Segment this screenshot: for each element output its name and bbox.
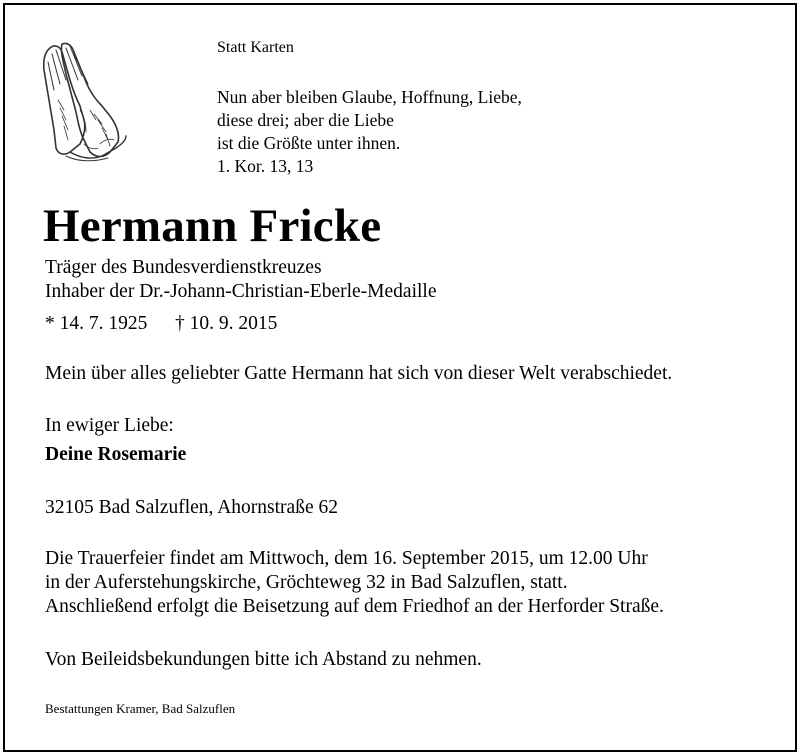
honor-line-2: Inhaber der Dr.-Johann-Christian-Eberle-Medaille — [45, 281, 437, 302]
message: Mein über alles geliebter Gatte Hermann hat sich von dieser Welt verabschiedet. — [45, 363, 673, 384]
verse-reference: 1. Kor. 13, 13 — [217, 156, 314, 176]
funeral-line-1: Die Trauerfeier findet am Mittwoch, dem 16. September 2015, um 12.00 Uhr — [45, 548, 648, 569]
birth-date: * 14. 7. 1925 — [45, 313, 148, 334]
praying-hands-icon — [40, 40, 130, 162]
deceased-name: Hermann Fricke — [43, 200, 382, 252]
honor-line-1: Träger des Bundesverdienstkreuzes — [45, 257, 322, 278]
love-line: In ewiger Liebe: — [45, 415, 174, 436]
verse-line-2: diese drei; aber die Liebe — [217, 110, 394, 130]
condolence-note: Von Beileidsbekundungen bitte ich Abstand zu nehmen. — [45, 649, 482, 670]
funeral-home: Bestattungen Kramer, Bad Salzuflen — [45, 701, 236, 716]
funeral-line-3: Anschließend erfolgt die Beisetzung auf dem Friedhof an der Herforder Straße. — [45, 596, 664, 617]
verse-line-1: Nun aber bleiben Glaube, Hoffnung, Liebe, — [217, 87, 522, 107]
signer-name: Deine Rosemarie — [45, 444, 187, 465]
verse-line-3: ist die Größte unter ihnen. — [217, 133, 401, 153]
death-date: † 10. 9. 2015 — [175, 313, 278, 334]
funeral-line-2: in der Auferstehungskirche, Gröchteweg 32 in Bad Salzuflen, statt. — [45, 572, 568, 593]
statt-karten: Statt Karten — [217, 39, 294, 56]
address: 32105 Bad Salzuflen, Ahornstraße 62 — [45, 497, 338, 518]
